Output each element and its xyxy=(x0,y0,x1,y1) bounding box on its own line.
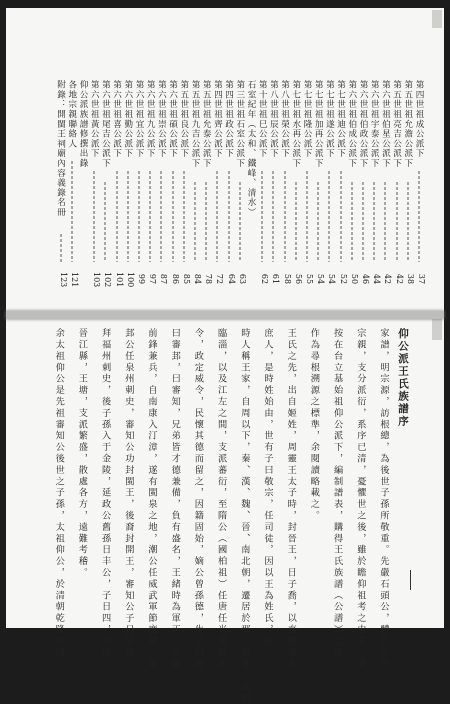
toc-entry-title: 第三世祖石室公派下 xyxy=(234,80,245,169)
toc-leader-dots xyxy=(384,181,386,263)
toc-entry-page: 78 xyxy=(204,273,214,285)
toc-entry-page: 37 xyxy=(417,273,426,285)
toc-leader-dots xyxy=(362,181,364,263)
toc-entry-page: 86 xyxy=(170,273,180,285)
toc-entry-title: 第八世祖辰公派下 xyxy=(268,80,279,159)
toc-entry-title: 第六世祖勤公派下 xyxy=(122,80,133,159)
article-line: 邽公任泉州刺史，審知公功封閩王，後裔封開王，審知公子日延政， xyxy=(122,328,134,670)
toc-entry-title: 第四世祖成公派下 xyxy=(414,80,424,159)
toc-entry-title: 仰公派族譜修撰出錄 xyxy=(78,80,88,169)
toc-entry-page: 103 xyxy=(92,272,102,288)
toc-leader-dots xyxy=(160,170,162,262)
article-line: 晉江縣，王塘，支派繁盛，散處各方，遠難考稽。 xyxy=(76,328,88,579)
toc-entry-page: 63 xyxy=(237,273,247,285)
toc-entry-title: 第六世祖碩公派下 xyxy=(167,80,178,159)
toc-entry-title: 第六世祖尾吉公派下 xyxy=(100,80,111,169)
toc-leader-dots xyxy=(261,170,263,262)
toc-entry-title: 附錄：開閩王祠廟內容義錄名冊 xyxy=(55,80,66,218)
article-line: 曰審邽，曰審知，兄弟皆才德兼備，負有盛名，王緒時為軍正，以副 xyxy=(169,328,181,670)
toc-entry-title: 第七世祖加再公派下 xyxy=(313,80,324,169)
toc-leader-dots xyxy=(93,170,95,262)
toc-entry-page: 38 xyxy=(405,273,415,285)
toc-leader-dots xyxy=(172,170,174,262)
toc-entry-title: 第四世祖政公派下 xyxy=(223,80,234,159)
toc-leader-dots xyxy=(138,170,140,262)
toc-leader-dots xyxy=(351,181,353,263)
toc-entry-title: 第七世祖遂公派下 xyxy=(324,80,335,159)
article-line: 家譜，明宗源，訪根總，為後世子孫所敬重。先嚴石頭公，體於在台 xyxy=(378,328,389,670)
toc-leader-dots xyxy=(60,233,62,262)
toc-entry-page: 99 xyxy=(137,273,146,285)
article-line: 拜福州刺史，後子孫入于金陵，延政公舊孫日丰公，子日四，徙居 xyxy=(99,328,111,659)
toc-entry-title: 第六世祖宇泰公派下 xyxy=(369,80,380,169)
toc-entry-title: 第六世祖伯成公派下 xyxy=(346,80,357,169)
toc-leader-dots xyxy=(328,170,330,262)
toc-entry-title: 第四世祖齊公派下 xyxy=(212,80,223,159)
toc-leader-dots xyxy=(205,181,207,263)
toc-entry-page: 58 xyxy=(282,273,292,285)
toc-leader-dots xyxy=(194,181,196,263)
toc-entry-title: 各地宗親聯絡人 xyxy=(66,80,77,149)
toc-leader-dots xyxy=(284,170,286,262)
toc-entry-page: 97 xyxy=(148,273,158,285)
toc-leader-dots xyxy=(183,170,185,262)
toc-entry-page: 61 xyxy=(271,273,281,285)
toc-entry-title: 第五世祖亮吉公派下 xyxy=(391,80,402,169)
toc-entry-page: 54 xyxy=(327,273,337,285)
article-line: 王氏之先，出自姬姓，周靈王太子時，封晉王，日子喬，以直諫廢為 xyxy=(285,328,297,670)
toc-leader-dots xyxy=(295,181,297,263)
toc-leader-dots xyxy=(317,181,319,263)
article-line: 宗親，支分派衍，系序已清，憂懼世之後，雖於瞻仰祖考之由來，謹 xyxy=(354,328,366,670)
toc-entry-page: 50 xyxy=(349,273,359,285)
toc-entry-page: 42 xyxy=(383,273,393,285)
toc-leader-dots xyxy=(127,170,129,262)
toc-entry-title: 第六世祖崇公派下 xyxy=(156,80,167,159)
article-line: 作為尋根溯源之標準，余閱讀略載之。 xyxy=(308,328,320,522)
toc-entry-page: 85 xyxy=(181,273,191,285)
toc-entry-title: 第十世祖巳公派下 xyxy=(257,80,268,159)
toc-leader-dots xyxy=(239,181,241,263)
toc-leader-dots xyxy=(149,170,151,262)
article-line: 庶人，是時姓始由，世有子曰敬宗，任司徒，因以王為姓氏，故 xyxy=(262,328,273,648)
page-tab xyxy=(432,318,442,340)
toc-entry-page: 42 xyxy=(394,273,404,285)
toc-entry-page: 123 xyxy=(58,272,68,288)
toc-entry-page: 101 xyxy=(114,272,124,288)
toc-entry-title: 石室紀年（太和、鐵峰、清水） xyxy=(246,80,256,218)
toc-entry-page: 84 xyxy=(193,273,202,285)
toc-entry-page: 102 xyxy=(103,272,113,288)
toc-entry-page: 56 xyxy=(293,273,303,285)
toc-entry-title: 第五世祖允澹公派下 xyxy=(402,80,413,169)
toc-entry-title: 第七世祖隆公派下 xyxy=(302,80,312,159)
toc-entry-page: 121 xyxy=(69,272,79,288)
toc-entry-page: 62 xyxy=(260,273,270,285)
toc-leader-dots xyxy=(216,170,218,262)
toc-entry-title: 第六世祖伯星公派下 xyxy=(380,80,391,169)
page-tab xyxy=(432,10,442,28)
toc-leader-dots xyxy=(104,181,106,263)
toc-entry-page: 44 xyxy=(372,273,382,285)
toc-entry-title: 第六世祖黃公派下 xyxy=(89,80,100,159)
toc-entry-title: 第六世祖宜公派下 xyxy=(134,80,144,159)
toc-entry-page: 54 xyxy=(316,273,326,285)
toc-entry-title: 第六世祖九公派下 xyxy=(145,80,156,159)
toc-leader-dots xyxy=(373,181,375,263)
toc-entry-page: 46 xyxy=(361,273,370,285)
toc-entry-page: 64 xyxy=(226,273,236,285)
toc-entry-page: 72 xyxy=(215,273,225,285)
article-line: 令，政定威令，民懷其德而留之，因籍固始，嫡公曾孫德，生子曰潮， xyxy=(192,328,204,682)
toc-entry-title: 第五世祖允泰公派下 xyxy=(201,80,212,169)
toc-entry-title: 第五世祖良公派下 xyxy=(178,80,189,159)
toc-leader-dots xyxy=(116,170,118,262)
page-edge-mark xyxy=(410,570,411,590)
toc-leader-dots xyxy=(407,181,409,263)
toc-leader-dots xyxy=(418,170,420,262)
toc-entry-title: 第七世祖迪公派下 xyxy=(335,80,346,159)
toc-entry-title: 第六世祖伯政公派下 xyxy=(358,80,368,169)
article-line: 前鋒兼兵，自南康入汀漳，遂有閩泉之地，潮公任威武軍節度使，審 xyxy=(146,328,157,670)
toc-entry-page: 87 xyxy=(159,273,169,285)
article-line: 按在台立基始祖仰公派下，編制譜表，購得王氏族譜（公譜）乙冊， xyxy=(331,328,343,670)
toc-leader-dots xyxy=(228,170,230,262)
toc-entry-title: 第六世祖喜公派下 xyxy=(111,80,122,159)
article-line: 臨淄，以及江左之間，支派蕃衍，至隋公（國柏祖）任唐任光州固始 xyxy=(215,328,227,670)
toc-leader-dots xyxy=(272,170,274,262)
toc-leader-dots xyxy=(340,170,342,262)
article-line: 余太祖仰公是先祖審知公後世之子孫，太祖仰公，於清朝乾隆年間， xyxy=(53,328,65,670)
toc-entry-title: 第七世祖水再公派下 xyxy=(290,80,301,169)
toc-entry-title: 第五世祖九吉公派下 xyxy=(190,80,200,169)
toc-entry-page: 55 xyxy=(305,273,314,285)
toc-leader-dots xyxy=(306,170,308,262)
article-heading: 仰公派王氏族譜序 xyxy=(397,328,409,428)
toc-leader-dots xyxy=(71,160,73,263)
toc-leader-dots xyxy=(396,181,398,263)
page-fold xyxy=(6,311,444,319)
toc-entry-title: 第八世祖榮公派下 xyxy=(279,80,290,159)
toc-entry-page: 100 xyxy=(125,272,135,288)
toc-entry-page: 52 xyxy=(338,273,348,285)
article-line: 時人稱王家，自周以下，秦、漢、魏、晉、南北朝，遷居於那，琅琊、太原 xyxy=(238,328,250,704)
